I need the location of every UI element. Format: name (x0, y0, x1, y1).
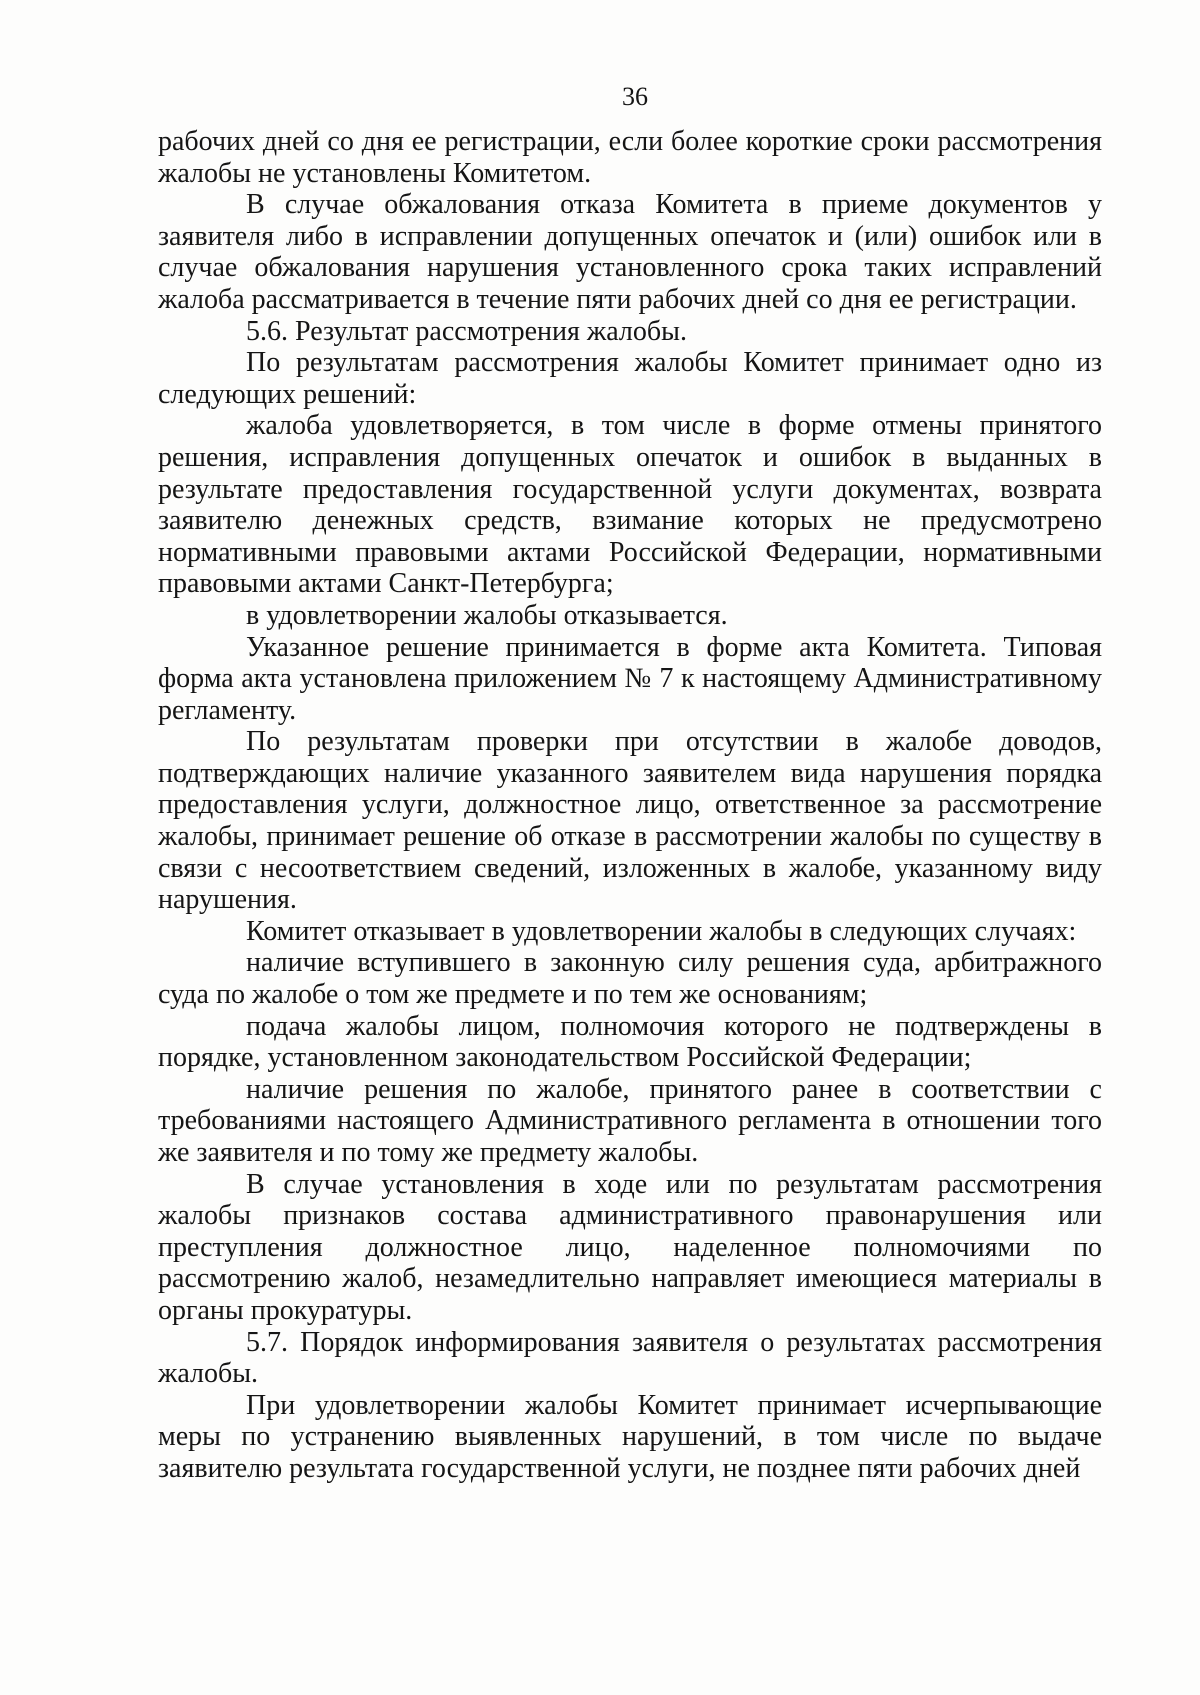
paragraph-refusal-cases-intro: Комитет отказывает в удовлетворении жалобы в следующих случаях: (246, 915, 1077, 947)
paragraph-prosecution-referral: В случае установления в ходе или по результатам рассмотрения жалобы признаков состава административного правонарушения или преступления должностное лицо, наделенное полномочиями по рассмотрению жалоб, незамедлительно направляет имеющиеся материалы в органы прокуратуры. (158, 1168, 1102, 1326)
list-item-complaint-satisfied: жалоба удовлетворяется, в том числе в форме отмены принятого решения, исправления допущенных опечаток и ошибок в выданных в результате предоставления государственной услуги документах, возврата заявителю денежных средств, взимание которых не предусмотрено нормативными правовыми актами Российской Федерации, нормативными правовыми актами Санкт-Петербурга; (158, 410, 1102, 600)
page-number: 36 (622, 82, 648, 111)
section-heading-5-6: 5.6. Результат рассмотрения жалобы. (246, 315, 687, 347)
list-item-prior-decision: наличие решения по жалобе, принятого ранее в соответствии с требованиями настоящего Административного регламента в отношении того же заявителя и по тому же предмету жалобы. (158, 1073, 1102, 1168)
section-heading-5-7: 5.7. Порядок информирования заявителя о результатах рассмотрения жалобы. (158, 1326, 1102, 1390)
list-item-court-decision: наличие вступившего в законную силу решения суда, арбитражного суда по жалобе о том же предмете и по тем же основаниям; (158, 947, 1102, 1011)
paragraph-act-form: Указанное решение принимается в форме акта Комитета. Типовая форма акта установлена приложением № 7 к настоящему Административному регламенту. (158, 631, 1102, 726)
paragraph-verification-results: По результатам проверки при отсутствии в жалобе доводов, подтверждающих наличие указанного заявителем вида нарушения порядка предоставления услуги, должностное лицо, ответственное за рассмотрение жалобы, принимает решение об отказе в рассмотрении жалобы по существу в связи с несоответствием сведений, изложенных в жалобе, указанному виду нарушения. (158, 726, 1102, 916)
paragraph-appeal-refusal: В случае обжалования отказа Комитета в приеме документов у заявителя либо в исправлении допущенных опечаток и (или) ошибок или в случае обжалования нарушения установленного срока таких исправлений жалоба рассматривается в течение пяти рабочих дней со дня ее регистрации. (158, 189, 1102, 315)
paragraph-decisions-intro: По результатам рассмотрения жалобы Комитет принимает одно из следующих решений: (158, 347, 1102, 410)
paragraph-continuation: рабочих дней со дня ее регистрации, если более короткие сроки рассмотрения жалобы не установлены Комитетом. (158, 126, 1102, 189)
document-body (158, 126, 1102, 1485)
list-item-unconfirmed-authority: подача жалобы лицом, полномочия которого не подтверждены в порядке, установленном законодательством Российской Федерации; (158, 1010, 1102, 1074)
paragraph-satisfaction-measures: При удовлетворении жалобы Комитет принимает исчерпывающие меры по устранению выявленных нарушений, в том числе по выдаче заявителю результата государственной услуги, не позднее пяти рабочих дней (158, 1389, 1102, 1484)
list-item-complaint-refused: в удовлетворении жалобы отказывается. (246, 599, 728, 631)
